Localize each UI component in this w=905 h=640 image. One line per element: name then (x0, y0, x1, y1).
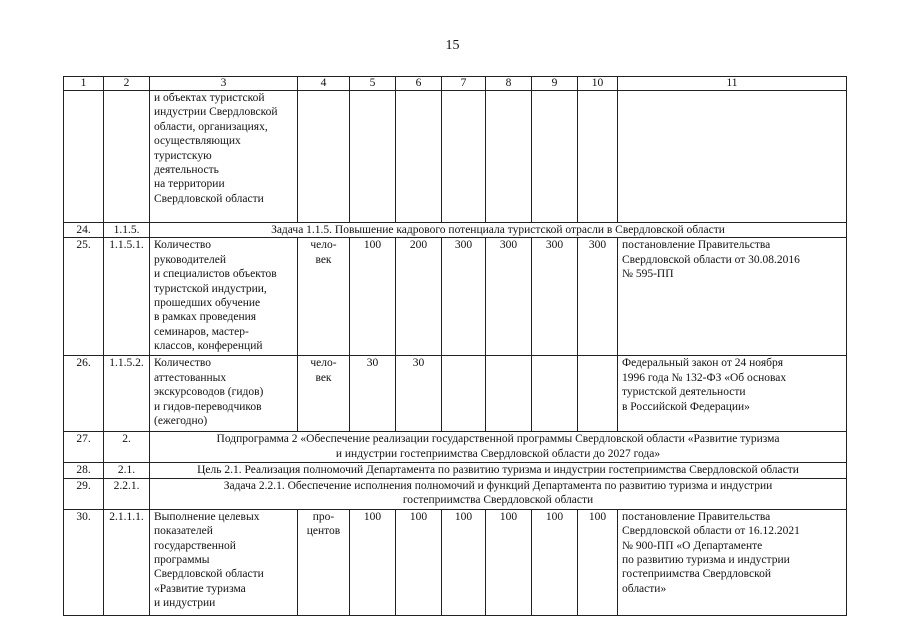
unit-cell (298, 91, 350, 223)
value-cell: 200 (396, 238, 442, 356)
value-cell: 300 (532, 238, 578, 356)
source-cell: постановление Правительства Свердловской области от 30.08.2016 № 595-ПП (618, 238, 847, 356)
value-cell (350, 91, 396, 223)
value-cell: 100 (486, 509, 532, 615)
value-cell: 30 (350, 356, 396, 432)
unit-cell: чело- век (298, 356, 350, 432)
row-number-cell: 26. (64, 356, 104, 432)
value-cell: 100 (532, 509, 578, 615)
source-cell: постановление Правительства Свердловской области от 16.12.2021 № 900-ПП «О Департаменте по развитию туризма и индустрии гостеприимства Свердловской области» (618, 509, 847, 615)
header-cell: 5 (350, 77, 396, 91)
header-cell: 8 (486, 77, 532, 91)
value-cell (532, 91, 578, 223)
row-code-cell: 2.1. (104, 463, 150, 478)
value-cell (486, 356, 532, 432)
task-title-cell: Задача 1.1.5. Повышение кадрового потенциала туристской отрасли в Свердловской области (150, 223, 847, 238)
value-cell (442, 91, 486, 223)
header-cell: 9 (532, 77, 578, 91)
header-row (64, 77, 847, 91)
unit-cell: чело- век (298, 238, 350, 356)
header-cell: 2 (104, 77, 150, 91)
value-cell: 30 (396, 356, 442, 432)
table-row-24 (64, 223, 847, 238)
value-cell: 100 (578, 509, 618, 615)
row-number-cell: 30. (64, 509, 104, 615)
row-code-cell: 1.1.5. (104, 223, 150, 238)
value-cell: 300 (486, 238, 532, 356)
row-number-cell: 27. (64, 432, 104, 463)
table-row-27 (64, 432, 847, 463)
header-cell: 11 (618, 77, 847, 91)
header-cell: 6 (396, 77, 442, 91)
row-code-cell: 2.1.1.1. (104, 509, 150, 615)
subprogram-title-cell: Подпрограмма 2 «Обеспечение реализации государственной программы Свердловской области «Развитие туризма и индустрии гостеприимства Свердловской области до 2027 года» (150, 432, 847, 463)
value-cell (532, 356, 578, 432)
header-cell: 10 (578, 77, 618, 91)
row-number-cell (64, 91, 104, 223)
value-cell: 100 (396, 509, 442, 615)
value-cell (442, 356, 486, 432)
table-row-28 (64, 463, 847, 478)
value-cell (486, 91, 532, 223)
row-code-cell (104, 91, 150, 223)
page-number: 15 (445, 38, 460, 53)
indicator-name-cell: Количество аттестованных экскурсоводов (гидов) и гидов-переводчиков (ежегодно) (150, 356, 298, 432)
indicators-table (63, 76, 847, 616)
value-cell (578, 356, 618, 432)
table-row-26 (64, 356, 847, 432)
source-cell: Федеральный закон от 24 ноября 1996 года № 132-ФЗ «Об основах туристской деятельности в Российской Федерации» (618, 356, 847, 432)
indicator-name-cell: Выполнение целевых показателей государственной программы Свердловской области «Развитие туризма и индустрии (150, 509, 298, 615)
row-code-cell: 1.1.5.1. (104, 238, 150, 356)
header-cell: 1 (64, 77, 104, 91)
table-row-29 (64, 478, 847, 509)
table-row-continued (64, 91, 847, 223)
row-code-cell: 2.2.1. (104, 478, 150, 509)
header-cell: 4 (298, 77, 350, 91)
row-code-cell: 1.1.5.2. (104, 356, 150, 432)
value-cell: 100 (442, 509, 486, 615)
indicator-name-cell: Количество руководителей и специалистов объектов туристской индустрии, прошедших обучение в рамках проведения семинаров, мастер- классов, конференций (150, 238, 298, 356)
value-cell: 300 (442, 238, 486, 356)
header-cell: 3 (150, 77, 298, 91)
goal-title-cell: Цель 2.1. Реализация полномочий Департамента по развитию туризма и индустрии гостеприимства Свердловской области (150, 463, 847, 478)
unit-cell: про- центов (298, 509, 350, 615)
header-cell: 7 (442, 77, 486, 91)
table-row-25 (64, 238, 847, 356)
value-cell: 300 (578, 238, 618, 356)
table-row-30 (64, 509, 847, 615)
task-title-cell: Задача 2.2.1. Обеспечение исполнения полномочий и функций Департамента по развитию туризма и индустрии гостеприимства Свердловской области (150, 478, 847, 509)
row-number-cell: 25. (64, 238, 104, 356)
value-cell: 100 (350, 238, 396, 356)
value-cell (396, 91, 442, 223)
value-cell: 100 (350, 509, 396, 615)
value-cell (578, 91, 618, 223)
row-number-cell: 28. (64, 463, 104, 478)
source-cell (618, 91, 847, 223)
row-number-cell: 24. (64, 223, 104, 238)
indicator-name-cell: и объектах туристской индустрии Свердловской области, организациях, осуществляющих туристскую деятельность на территории Свердловской области (150, 91, 298, 223)
row-number-cell: 29. (64, 478, 104, 509)
row-code-cell: 2. (104, 432, 150, 463)
